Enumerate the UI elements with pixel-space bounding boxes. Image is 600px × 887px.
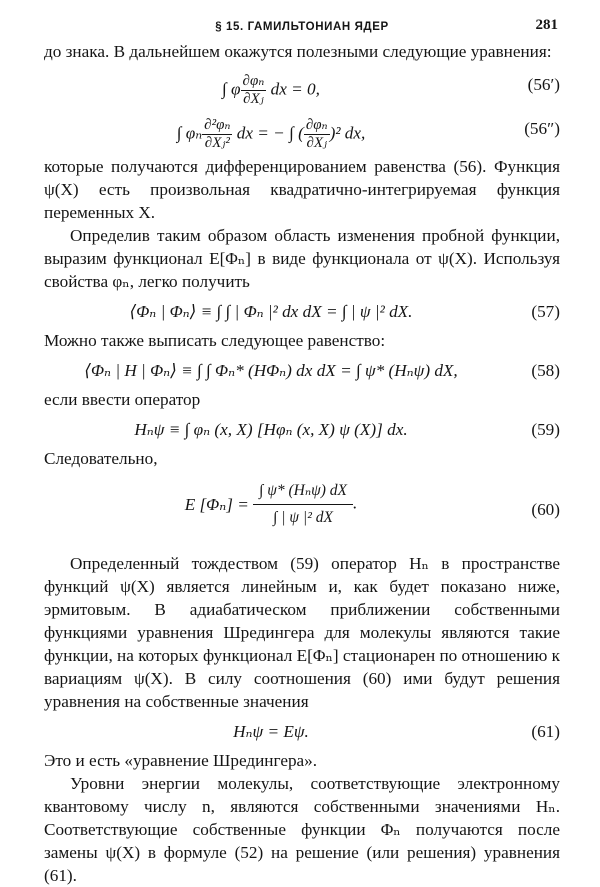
paragraph-functional: Определив таким образом область изменения пробной функции, выразим функционал E[Φₙ] в виде функционала от ψ(X). Используя свойства φₙ, легко получить bbox=[44, 226, 560, 291]
eq56b-denominator: ∂Xⱼ² bbox=[204, 135, 230, 151]
eq56a-fraction bbox=[241, 73, 267, 108]
eq60-post: . bbox=[353, 493, 358, 513]
paragraph-consequently: Следовательно, bbox=[44, 449, 158, 468]
paragraph-derivation: которые получаются дифференцированием равенства (56). Функция ψ(X) есть произвольная квадратично-интегрируемая функция переменных X. bbox=[44, 157, 560, 222]
equation-60-number: (60) bbox=[531, 500, 560, 519]
equation-56-double-prime-body bbox=[44, 117, 498, 152]
equation-56-double-prime bbox=[44, 107, 560, 151]
eq56b-pre: ∫ φₙ bbox=[176, 123, 203, 143]
equation-56-prime-number: (56′) bbox=[527, 75, 560, 94]
equation-56-prime-body bbox=[44, 73, 498, 108]
equation-58-body: ⟨Φₙ | H | Φₙ⟩ ≡ ∫ ∫ Φₙ* (HΦₙ) dx dX = ∫ ψ* (Hₙψ) dX, bbox=[84, 361, 458, 380]
eq56b-denominator-2: ∂Xⱼ bbox=[306, 135, 327, 151]
eq56a-numerator: ∂φₙ bbox=[242, 73, 265, 89]
equation-59-number: (59) bbox=[531, 420, 560, 439]
eq60-denominator: ∫ | ψ |² dX bbox=[273, 509, 333, 526]
equation-58-number: (58) bbox=[531, 361, 560, 380]
equation-57-body: ⟨Φₙ | Φₙ⟩ ≡ ∫ ∫ | Φₙ |² dx dX = ∫ | ψ |² dX. bbox=[129, 302, 413, 321]
equation-57-number: (57) bbox=[531, 302, 560, 321]
eq56b-numerator: ∂²φₙ bbox=[204, 117, 231, 133]
eq56a-denominator: ∂Xⱼ bbox=[243, 91, 264, 107]
equation-60-body bbox=[44, 478, 498, 531]
equation-59 bbox=[44, 411, 560, 447]
eq60-lhs: E [Φₙ] = bbox=[184, 495, 249, 514]
page-number: 281 bbox=[535, 17, 558, 33]
paragraph-operator: если ввести оператор bbox=[44, 390, 201, 409]
equation-56-double-prime-number: (56″) bbox=[524, 119, 560, 138]
equation-59-body: Hₙψ ≡ ∫ φₙ (x, X) [Hφₙ (x, X) ψ (X)] dx. bbox=[134, 420, 408, 439]
equation-56-prime bbox=[44, 63, 560, 107]
paragraph-schrodinger: Это и есть «уравнение Шредингера». bbox=[44, 751, 318, 770]
eq60-fraction bbox=[253, 478, 353, 531]
equation-60 bbox=[44, 470, 560, 552]
eq56a-pre: ∫ φ bbox=[222, 79, 241, 99]
paragraph-hermitian: Определенный тождеством (59) оператор Hₙ в пространстве функций ψ(X) является линейным и, как будет показано ниже, эрмитовым. В адиабатическом приближении собственными функциями уравнения Шредингера для молекулы являются такие функции, на которых функционал E[Φₙ] стационарен по отношению к вариациям ψ(X). В силу соотношения (60) ими будут решения уравнения на собственные значения bbox=[44, 554, 560, 711]
equation-57 bbox=[44, 293, 560, 329]
running-head: § 15. ГАМИЛЬТОНИАН ЯДЕР bbox=[215, 21, 389, 33]
paragraph-intro: до знака. В дальнейшем окажутся полезными следующие уравнения: bbox=[44, 42, 552, 61]
equation-61-number: (61) bbox=[531, 722, 560, 741]
paragraph-equality: Можно также выписать следующее равенство: bbox=[44, 331, 386, 350]
eq56b-fraction bbox=[202, 117, 232, 152]
page-header bbox=[44, 14, 560, 40]
equation-58 bbox=[44, 352, 560, 388]
equation-61 bbox=[44, 713, 560, 749]
eq56b-mid: dx = − ∫ ( bbox=[232, 123, 304, 143]
paragraph-energy-levels: Уровни энергии молекулы, соответствующие электронному квантовому числу n, являются собственными значениями Hₙ. Соответствующие собственные функции Φₙ получаются после замены ψ(X) в формуле (52) на решение (или решения) уравнения (61). bbox=[44, 774, 560, 885]
eq56b-post: )² dx, bbox=[329, 123, 366, 143]
eq56b-fraction-2 bbox=[304, 117, 330, 152]
equation-61-body: Hₙψ = Eψ. bbox=[233, 722, 309, 741]
eq60-numerator: ∫ ψ* (Hₙψ) dX bbox=[253, 478, 353, 505]
eq56a-post: dx = 0, bbox=[266, 79, 320, 99]
eq56b-numerator-2: ∂φₙ bbox=[305, 117, 328, 133]
